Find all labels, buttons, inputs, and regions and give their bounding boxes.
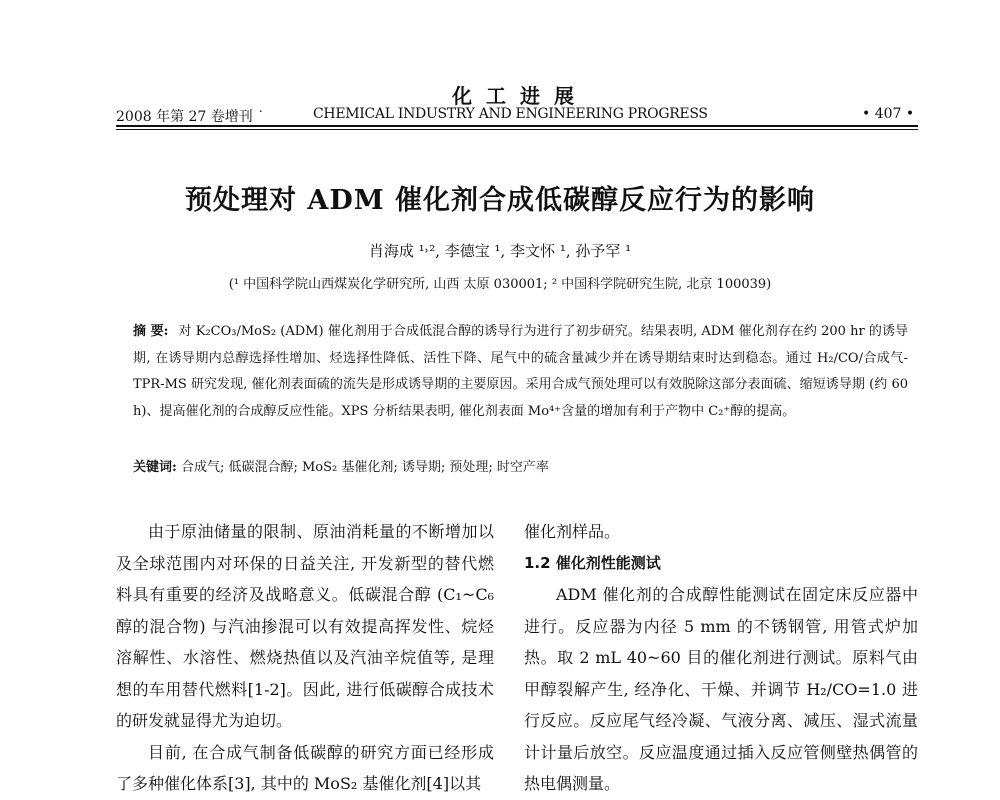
authors: 肖海成 ¹˒², 李德宝 ¹, 李文怀 ¹, 孙予罕 ¹ xyxy=(368,242,632,260)
keywords-label: 关键词: xyxy=(133,460,177,475)
body-column-right xyxy=(524,516,918,800)
journal-title-cn: 化工进展 xyxy=(452,84,588,108)
abstract-text: 对 K₂CO₃/MoS₂ (ADM) 催化剂用于合成低混合醇的诱导行为进行了初步研究。结果表明, ADM 催化剂存在约 200 hr 的诱导期, 在诱导期内总醇选择性增加、烃选择性降低、活性下降、尾气中的硫含量减少并在诱导期结束时达到稳态。通过 H₂/CO/合成气-TPR-MS 研究发现, 催化剂表面硫的流失是形成诱导期的主要原因。采用合成气预处理可以有效脱除这部分表面硫、缩短诱导期 (约 60 h)、提高催化剂的合成醇反应性能。XPS 分析结果表明, 催化剂表面 Mo⁴⁺含量的增加有利于产物中 C₂⁺醇的提高。 xyxy=(133,324,908,419)
keywords xyxy=(133,456,908,475)
abstract-label: 摘 要: xyxy=(133,324,169,339)
abstract xyxy=(133,319,908,425)
header-rule-thick xyxy=(116,125,918,127)
page-number: • 407 • xyxy=(862,106,915,122)
section-heading: 1.2 催化剂性能测试 xyxy=(524,553,661,572)
journal-title-en: CHEMICAL INDUSTRY AND ENGINEERING PROGRESS xyxy=(313,106,708,122)
body-paragraph: ADM 催化剂的合成醇性能测试在固定床反应器中进行。反应器为内径 5 mm 的不锈钢管, 用管式炉加热。取 2 mL 40~60 目的催化剂进行测试。原料气由甲醇裂解产生, 经净化、干燥、并调节 H₂/CO=1.0 进行反应。反应尾气经冷凝、气液分离、减压、湿式流量计计量后放空。反应温度通过插入反应管侧壁热偶管的热电偶测量。 xyxy=(524,585,918,793)
header-rule-thin xyxy=(116,129,918,130)
paper-title: 预处理对 ADM 催化剂合成低碳醇反应行为的影响 xyxy=(184,185,816,216)
body-paragraph: 催化剂样品。 xyxy=(524,522,621,541)
body-paragraph: 目前, 在合成气制备低碳醇的研究方面已经形成了多种催化体系[3], 其中的 MoS₂ 基催化剂[4]以其 xyxy=(116,742,494,793)
body-column-left xyxy=(116,516,494,800)
issue-info: 2008 年第 27 卷增刊 ˙ xyxy=(116,109,265,125)
body-paragraph: 由于原油储量的限制、原油消耗量的不断增加以及全球范围内对环保的日益关注, 开发新型的替代燃料具有重要的经济及战略意义。低碳混合醇 (C₁~C₆ 醇的混合物) 与汽油掺混可以有效提高挥发性、烷烃溶解性、水溶性、燃烧热值以及汽油辛烷值等, 是理想的车用替代燃料[1-2]。因此, 进行低碳醇合成技术的研发就显得尤为迫切。 xyxy=(116,522,494,730)
keywords-text: 合成气; 低碳混合醇; MoS₂ 基催化剂; 诱导期; 预处理; 时空产率 xyxy=(180,460,549,475)
affiliation: (¹ 中国科学院山西煤炭化学研究所, 山西 太原 030001; ² 中国科学院研究生院, 北京 100039) xyxy=(228,277,772,292)
